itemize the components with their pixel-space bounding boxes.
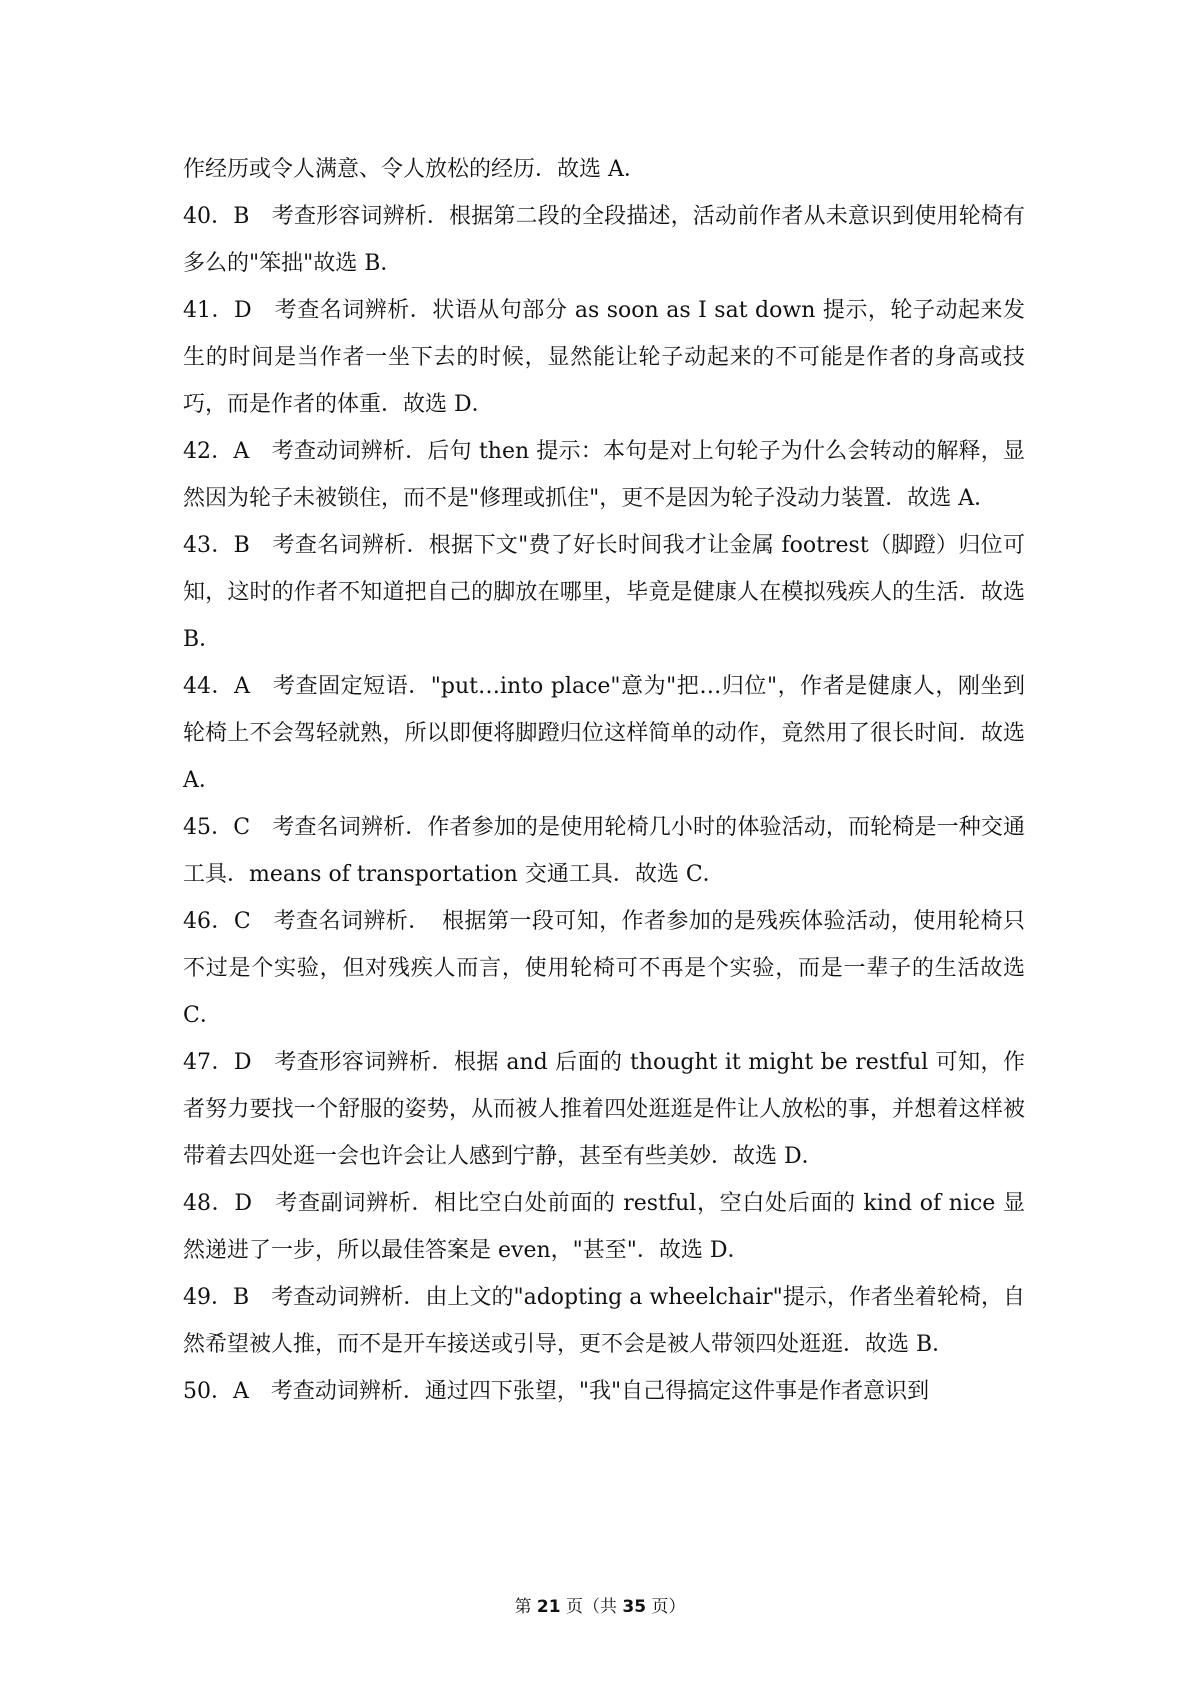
explanation-47: 47．D 考查形容词辨析．根据 and 后面的 thought it might be restful 可知，作者努力要找一个舒服的姿势，从而被人推着四处逛逛是件让人放松的事，并想着这样被带着去四处逛一会也许会让人感到宁静，甚至有些美妙．故选 D． [183,1050,1025,1169]
explanation-43: 43．B 考查名词辨析．根据下文"费了好长时间我才让金属 footrest（脚蹬）归位可知，这时的作者不知道把自己的脚放在哪里，毕竟是健康人在模拟残疾人的生活．故选 B． [183,533,1025,652]
explanation-46: 46．C 考查名词辨析． 根据第一段可知，作者参加的是残疾体验活动，使用轮椅只不过是个实验，但对残疾人而言，使用轮椅可不再是个实验，而是一辈子的生活故选 C． [183,909,1025,1028]
total-page-count: 35 [622,1597,647,1617]
explanation-42: 42．A 考查动词辨析．后句 then 提示：本句是对上句轮子为什么会转动的解释，显然因为轮子未被锁住，而不是"修理或抓住"，更不是因为轮子没动力装置．故选 A． [183,439,1025,511]
explanation-44: 44．A 考查固定短语．"put…into place"意为"把…归位"，作者是健康人，刚坐到轮椅上不会驾轻就熟，所以即便将脚蹬归位这样简单的动作，竟然用了很长时间．故选 A． [183,674,1025,793]
footer-middle: 页（共 [566,1597,617,1617]
explanation-41: 41．D 考查名词辨析．状语从句部分 as soon as I sat down 提示，轮子动起来发生的时间是当作者一坐下去的时候，显然能让轮子动起来的不可能是作者的身高或技巧，而是作者的体重．故选 D． [183,298,1025,417]
paragraph-39-continued: 作经历或令人满意、令人放松的经历．故选 A． [183,157,646,182]
page-footer [0,1595,1200,1619]
explanation-45: 45．C 考查名词辨析．作者参加的是使用轮椅几小时的体验活动，而轮椅是一种交通工具．means of transportation 交通工具．故选 C． [183,815,1025,887]
explanation-48: 48．D 考查副词辨析．相比空白处前面的 restful，空白处后面的 kind of nice 显然递进了一步，所以最佳答案是 even，"甚至"．故选 D． [183,1191,1025,1263]
current-page-number: 21 [536,1597,561,1617]
explanation-49: 49．B 考查动词辨析．由上文的"adopting a wheelchair"提示，作者坐着轮椅，自然希望被人推，而不是开车接送或引导，更不会是被人带领四处逛逛．故选 B． [183,1285,1025,1357]
explanation-50: 50．A 考查动词辨析．通过四下张望，"我"自己得搞定这件事是作者意识到 [183,1379,930,1404]
explanation-40: 40．B 考查形容词辨析．根据第二段的全段描述，活动前作者从未意识到使用轮椅有多么的"笨拙"故选 B． [183,204,1025,276]
answer-explanations [183,146,1025,1415]
footer-prefix: 第 [514,1597,532,1617]
footer-suffix: 页） [651,1597,686,1617]
